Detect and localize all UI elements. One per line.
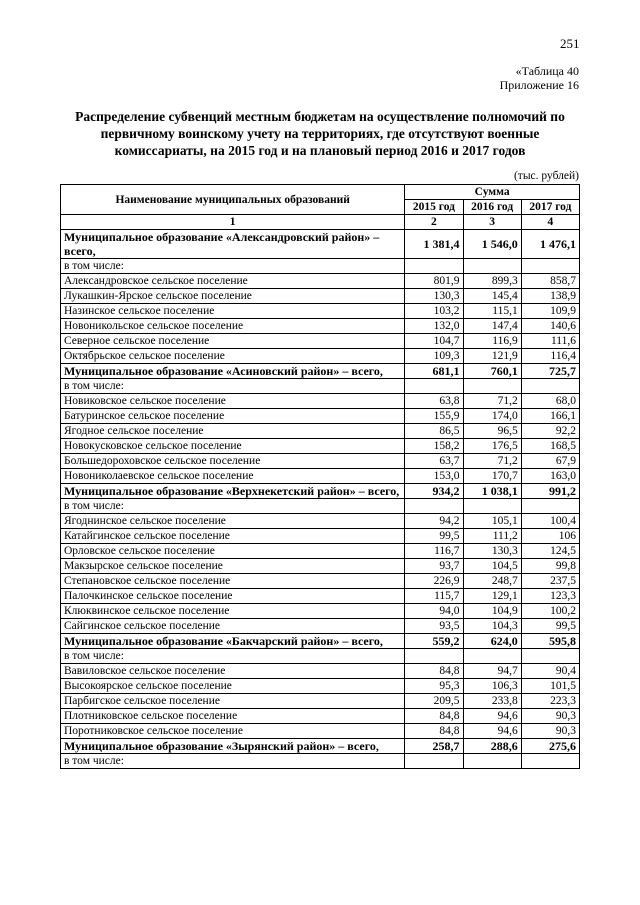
settlement-name: Макзырское сельское поселение (61, 559, 405, 574)
settlement-value: 71,2 (463, 454, 521, 469)
table-row (61, 469, 580, 484)
settlement-value: 104,3 (463, 619, 521, 634)
units-label: (тыс. рублей) (513, 170, 579, 182)
settlement-value: 116,4 (521, 349, 579, 364)
district-value: 681,1 (405, 364, 463, 379)
settlement-value: 111,2 (463, 529, 521, 544)
settlement-value: 111,6 (521, 334, 579, 349)
settlement-value: 106,3 (463, 679, 521, 694)
appendix-label (500, 64, 579, 92)
settlement-value: 174,0 (463, 409, 521, 424)
table-label: «Таблица 40 (515, 64, 579, 78)
empty-cell (463, 754, 521, 769)
district-value: 934,2 (405, 484, 463, 499)
settlement-value: 96,5 (463, 424, 521, 439)
settlement-value: 155,9 (405, 409, 463, 424)
settlement-value: 801,9 (405, 274, 463, 289)
settlement-value: 90,3 (521, 709, 579, 724)
col-number: 3 (463, 215, 521, 230)
including-row (61, 754, 580, 769)
empty-cell (521, 259, 579, 274)
settlement-value: 899,3 (463, 274, 521, 289)
settlement-value: 95,3 (405, 679, 463, 694)
table-row (61, 454, 580, 469)
settlement-value: 109,3 (405, 349, 463, 364)
district-total-row (61, 739, 580, 754)
district-total-row (61, 484, 580, 499)
settlement-value: 93,5 (405, 619, 463, 634)
empty-cell (463, 379, 521, 394)
settlement-value: 170,7 (463, 469, 521, 484)
including-row (61, 379, 580, 394)
district-value: 991,2 (521, 484, 579, 499)
table-row (61, 664, 580, 679)
settlement-value: 86,5 (405, 424, 463, 439)
settlement-value: 158,2 (405, 439, 463, 454)
year-header-2015: 2015 год (405, 200, 463, 215)
settlement-value: 176,5 (463, 439, 521, 454)
table-row (61, 409, 580, 424)
settlement-value: 94,2 (405, 514, 463, 529)
table-row (61, 604, 580, 619)
settlement-value: 109,9 (521, 304, 579, 319)
including-label: в том числе: (61, 379, 405, 394)
settlement-name: Лукашкин-Ярское сельское поселение (61, 289, 405, 304)
settlement-value: 140,6 (521, 319, 579, 334)
empty-cell (521, 499, 579, 514)
settlement-value: 138,9 (521, 289, 579, 304)
year-header-2017: 2017 год (521, 200, 579, 215)
settlement-value: 104,9 (463, 604, 521, 619)
settlement-name: Сайгинское сельское поселение (61, 619, 405, 634)
settlement-name: Новокусковское сельское поселение (61, 439, 405, 454)
table-row (61, 709, 580, 724)
district-total-row (61, 230, 580, 259)
settlement-name: Вавиловское сельское поселение (61, 664, 405, 679)
settlement-name: Поротниковское сельское поселение (61, 724, 405, 739)
settlement-name: Батуринское сельское поселение (61, 409, 405, 424)
table-row (61, 274, 580, 289)
settlement-name: Северное сельское поселение (61, 334, 405, 349)
table-row (61, 574, 580, 589)
settlement-value: 90,3 (521, 724, 579, 739)
settlement-value: 104,5 (463, 559, 521, 574)
sum-header: Сумма (405, 185, 580, 200)
settlement-value: 233,8 (463, 694, 521, 709)
district-value: 760,1 (463, 364, 521, 379)
page-number: 251 (560, 36, 580, 51)
empty-cell (521, 379, 579, 394)
including-label: в том числе: (61, 649, 405, 664)
table-row (61, 319, 580, 334)
settlement-value: 63,7 (405, 454, 463, 469)
settlement-value: 147,4 (463, 319, 521, 334)
settlement-value: 130,3 (463, 544, 521, 559)
settlement-value: 226,9 (405, 574, 463, 589)
settlement-value: 92,2 (521, 424, 579, 439)
settlement-value: 101,5 (521, 679, 579, 694)
settlement-value: 115,7 (405, 589, 463, 604)
district-name: Муниципальное образование «Бакчарский район» – всего, (61, 634, 405, 649)
empty-cell (463, 499, 521, 514)
empty-cell (405, 259, 463, 274)
settlement-value: 166,1 (521, 409, 579, 424)
district-value: 624,0 (463, 634, 521, 649)
year-header-2016: 2016 год (463, 200, 521, 215)
empty-cell (405, 649, 463, 664)
empty-cell (405, 379, 463, 394)
including-label: в том числе: (61, 499, 405, 514)
settlement-name: Катайгинское сельское поселение (61, 529, 405, 544)
settlement-name: Плотниковское сельское поселение (61, 709, 405, 724)
settlement-value: 121,9 (463, 349, 521, 364)
settlement-value: 116,9 (463, 334, 521, 349)
table-row (61, 724, 580, 739)
settlement-value: 100,4 (521, 514, 579, 529)
settlement-name: Степановское сельское поселение (61, 574, 405, 589)
settlement-value: 99,8 (521, 559, 579, 574)
settlement-value: 94,7 (463, 664, 521, 679)
settlement-value: 84,8 (405, 664, 463, 679)
subvention-table (60, 184, 580, 769)
district-name: Муниципальное образование «Асиновский район» – всего, (61, 364, 405, 379)
district-value: 1 381,4 (405, 230, 463, 259)
table-row (61, 424, 580, 439)
including-label: в том числе: (61, 259, 405, 274)
settlement-value: 84,8 (405, 724, 463, 739)
settlement-value: 209,5 (405, 694, 463, 709)
settlement-value: 94,6 (463, 709, 521, 724)
including-label: в том числе: (61, 754, 405, 769)
district-value: 288,6 (463, 739, 521, 754)
col-number: 2 (405, 215, 463, 230)
settlement-name: Палочкинское сельское поселение (61, 589, 405, 604)
settlement-name: Ягодное сельское поселение (61, 424, 405, 439)
settlement-value: 237,5 (521, 574, 579, 589)
document-title: Распределение субвенций местным бюджетам на осуществление полномочий по первичному воинскому учету на территориях, где отсутствуют военные комиссариаты, на 2015 год и на плановый период 2016 и 2017 годов (75, 109, 565, 158)
district-value: 275,6 (521, 739, 579, 754)
table-row (61, 544, 580, 559)
table-row (61, 694, 580, 709)
settlement-name: Ягоднинское сельское поселение (61, 514, 405, 529)
settlement-value: 115,1 (463, 304, 521, 319)
settlement-name: Новониколаевское сельское поселение (61, 469, 405, 484)
settlement-value: 90,4 (521, 664, 579, 679)
settlement-value: 123,3 (521, 589, 579, 604)
settlement-value: 94,6 (463, 724, 521, 739)
table-row (61, 439, 580, 454)
table-row (61, 304, 580, 319)
settlement-value: 153,0 (405, 469, 463, 484)
settlement-value: 104,7 (405, 334, 463, 349)
settlement-value: 223,3 (521, 694, 579, 709)
settlement-value: 132,0 (405, 319, 463, 334)
table-row (61, 394, 580, 409)
district-name: Муниципальное образование «Зырянский район» – всего, (61, 739, 405, 754)
settlement-value: 84,8 (405, 709, 463, 724)
including-row (61, 259, 580, 274)
table-row (61, 589, 580, 604)
settlement-value: 106 (521, 529, 579, 544)
col-name-header: Наименование муниципальных образований (61, 185, 405, 215)
settlement-name: Парбигское сельское поселение (61, 694, 405, 709)
table-row (61, 619, 580, 634)
settlement-value: 168,5 (521, 439, 579, 454)
settlement-name: Александровское сельское поселение (61, 274, 405, 289)
table-body (61, 230, 580, 769)
col-number: 4 (521, 215, 579, 230)
settlement-name: Большедороховское сельское поселение (61, 454, 405, 469)
district-value: 1 546,0 (463, 230, 521, 259)
col-number: 1 (61, 215, 405, 230)
table-row (61, 679, 580, 694)
settlement-value: 93,7 (405, 559, 463, 574)
empty-cell (521, 754, 579, 769)
settlement-name: Новиковское сельское поселение (61, 394, 405, 409)
settlement-value: 99,5 (405, 529, 463, 544)
settlement-name: Новоникольское сельское поселение (61, 319, 405, 334)
empty-cell (405, 499, 463, 514)
settlement-name: Высокоярское сельское поселение (61, 679, 405, 694)
settlement-value: 105,1 (463, 514, 521, 529)
district-total-row (61, 364, 580, 379)
table-row (61, 289, 580, 304)
settlement-name: Назинское сельское поселение (61, 304, 405, 319)
settlement-name: Октябрьское сельское поселение (61, 349, 405, 364)
table-row (61, 514, 580, 529)
table-row (61, 559, 580, 574)
settlement-value: 100,2 (521, 604, 579, 619)
district-name: Муниципальное образование «Александровский район» – всего, (61, 230, 405, 259)
settlement-value: 858,7 (521, 274, 579, 289)
settlement-value: 71,2 (463, 394, 521, 409)
table-row (61, 349, 580, 364)
settlement-name: Орловское сельское поселение (61, 544, 405, 559)
settlement-value: 145,4 (463, 289, 521, 304)
empty-cell (405, 754, 463, 769)
table-row (61, 334, 580, 349)
district-value: 1 476,1 (521, 230, 579, 259)
settlement-value: 67,9 (521, 454, 579, 469)
district-value: 595,8 (521, 634, 579, 649)
settlement-value: 68,0 (521, 394, 579, 409)
empty-cell (463, 259, 521, 274)
settlement-value: 130,3 (405, 289, 463, 304)
district-total-row (61, 634, 580, 649)
appendix-number: Приложение 16 (499, 78, 579, 92)
district-value: 258,7 (405, 739, 463, 754)
including-row (61, 499, 580, 514)
table-row (61, 529, 580, 544)
including-row (61, 649, 580, 664)
settlement-value: 99,5 (521, 619, 579, 634)
district-value: 559,2 (405, 634, 463, 649)
settlement-value: 116,7 (405, 544, 463, 559)
settlement-value: 63,8 (405, 394, 463, 409)
district-value: 1 038,1 (463, 484, 521, 499)
settlement-value: 103,2 (405, 304, 463, 319)
district-name: Муниципальное образование «Верхнекетский район» – всего, (61, 484, 405, 499)
empty-cell (463, 649, 521, 664)
settlement-value: 129,1 (463, 589, 521, 604)
settlement-value: 94,0 (405, 604, 463, 619)
district-value: 725,7 (521, 364, 579, 379)
settlement-name: Клюквинское сельское поселение (61, 604, 405, 619)
settlement-value: 163,0 (521, 469, 579, 484)
empty-cell (521, 649, 579, 664)
settlement-value: 248,7 (463, 574, 521, 589)
settlement-value: 124,5 (521, 544, 579, 559)
